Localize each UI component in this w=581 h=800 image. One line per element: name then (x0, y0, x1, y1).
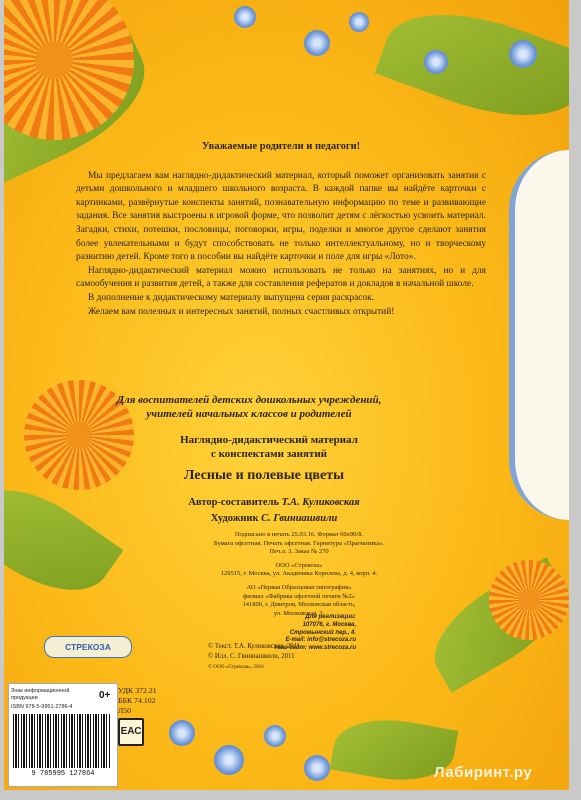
info-sign-label: Знак информационной продукции (11, 688, 70, 701)
illustrator-line (114, 513, 434, 524)
forget-me-not-image (234, 6, 256, 28)
eac-mark: ЕАС (118, 718, 144, 746)
audience-text: Для воспитателей детских дошкольных учреждений, учителей начальных классов и родителей (116, 394, 382, 420)
forget-me-not-image (264, 725, 286, 747)
page-curl (509, 150, 569, 520)
material-type: Наглядно-дидактический материал с конспектами занятий (180, 434, 358, 460)
sales-contacts: Для реализации: 107076, г. Москва, Стромынский пер., 4. E-mail: info@strecoza.ru Наш сайт: www.strecoza.ru (274, 614, 356, 652)
intro-section (76, 118, 486, 319)
author-line (114, 497, 434, 508)
author-label: Автор-составитель (188, 497, 280, 508)
copyright-block: © Текст. Т.А. Куликовская, 2011 © Илл. С. Гвиниашвили, 2011 © ООО «Стрекоза», 2016 (208, 643, 301, 670)
dandelion-flower-image (489, 560, 569, 640)
isbn-text: ISBN 978-5-9951-2786-4 (11, 704, 73, 710)
author-name: Т.А. Куликовская (281, 497, 360, 508)
forget-me-not-image (509, 40, 537, 68)
age-rating: 0+ (99, 690, 111, 701)
intro-paragraph: Желаем вам полезных и интересных занятий, полных счастливых открытий! (88, 306, 395, 317)
intro-paragraph: Мы предлагаем вам наглядно-дидактический материал, который поможет организовать занятия с детьми дошкольного и младшего школьного возраста. В каждой папке вы найдёте карточки с картинками, развёрнутые конспекты занятий, познавательную информацию по теме и развивающие задания. Все занятия выстроены в игровой форме, что позволит детям с лёгкостью усвоить материал. Загадки, стихи, потешки, пословицы, поговорки, игры, поделки и многое другое сделают занятия более увлекательными и будут способствовать не только интеллектуальному, но и творческому развитию детей. Кроме того в пособии вы найдёте карточки и поле для игры «Лото». (76, 170, 486, 263)
classification-codes: УДК 372.21 ББК 74.102 Л50 (118, 686, 157, 715)
forget-me-not-image (349, 12, 369, 32)
illustrator-label: Художник (210, 513, 259, 524)
imprint-block: Подписано в печать 25.03.16. Формат 60х90/8. Бумага офсетная. Печать офсетная. Гарнитура «Прагматика». Печ.л. 3. Заказ № 270 ООО «Стрекоза» 129515, г. Москва, ул. Академика Королева, д. 4, корп. 4. АО «Первая Образцовая типография» филиал «Фабрика офсетной печати №2» 141800, г. Дмитров, Московская область, ул. Московская, 3. (213, 531, 385, 617)
watermark: Лабиринт.ру (434, 764, 533, 781)
forget-me-not-image (304, 30, 330, 56)
illustrator-name: С. Гвиниашвили (261, 513, 338, 524)
publisher-logo: СТРЕКОЗА (44, 636, 132, 658)
book-title: Лесные и полевые цветы (183, 468, 344, 483)
back-cover (4, 0, 569, 790)
forget-me-not-image (214, 745, 244, 775)
forget-me-not-image (169, 720, 195, 746)
barcode-number: 9 785995 127864 (31, 770, 95, 778)
forget-me-not-image (424, 50, 448, 74)
intro-heading: Уважаемые родители и педагоги! (201, 141, 361, 152)
intro-paragraph: В дополнение к дидактическому материалу выпущена серия раскрасок. (88, 292, 375, 303)
intro-paragraph: Наглядно-дидактический материал можно использовать не только на занятиях, но и для самообучения и развития детей, а также для составления рефератов и докладов в начальной школе. (76, 265, 486, 290)
barcode-panel (8, 683, 118, 787)
barcode-image (13, 714, 111, 768)
forget-me-not-image (304, 755, 330, 781)
